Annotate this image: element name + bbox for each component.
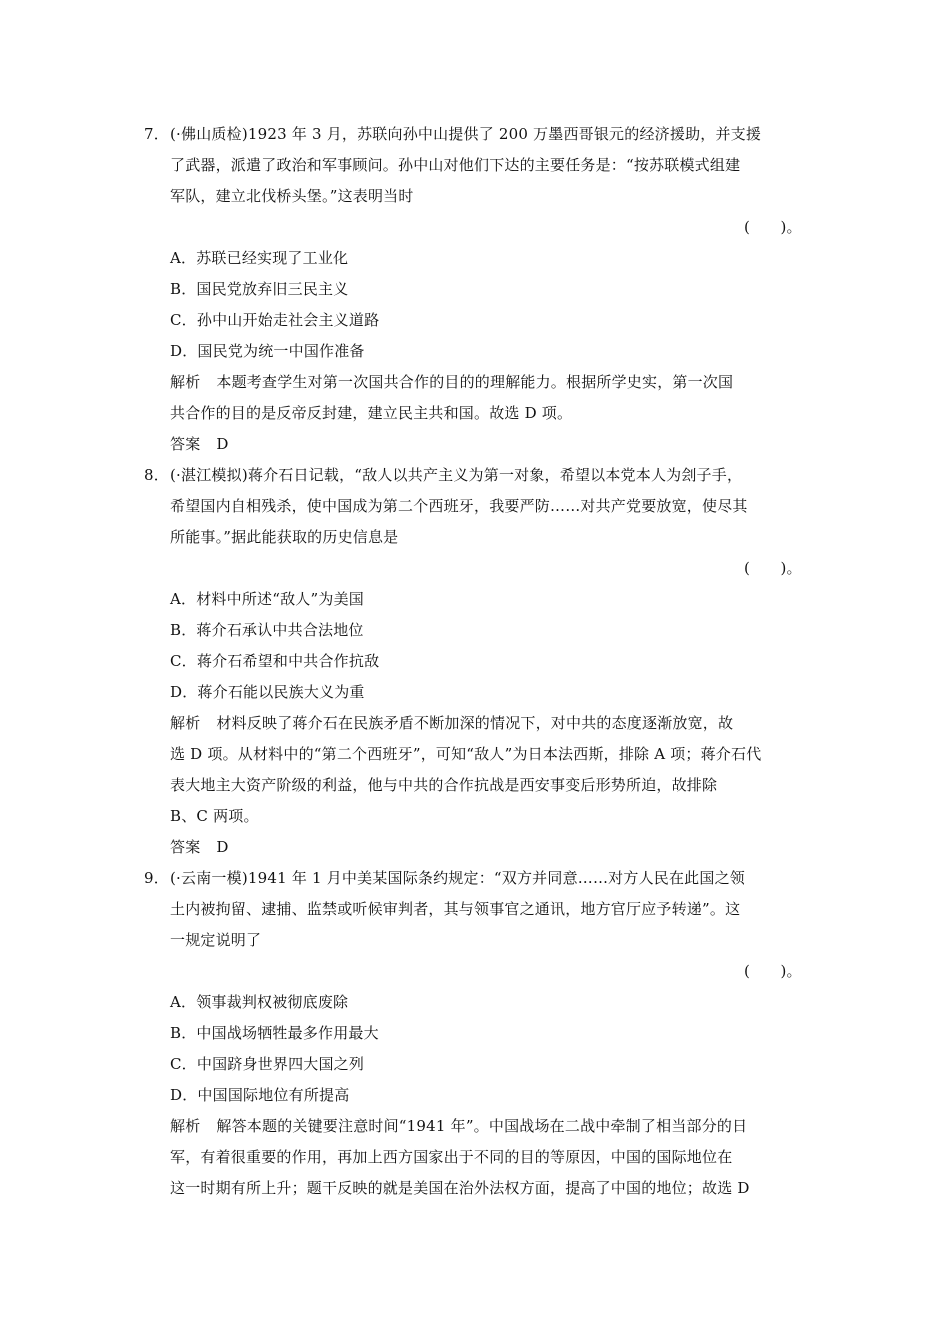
question-9-number: 9． [144, 869, 169, 887]
analysis-label: 解析 [170, 373, 201, 391]
question-7-analysis-line-2: 共合作的目的是反帝反封建，建立民主共和国。故选 D 项。 [170, 404, 573, 422]
question-8-answer [170, 837, 229, 857]
answer-label: 答案 [170, 838, 201, 856]
question-7-answer [170, 434, 229, 454]
question-7-option-d: D．国民党为统一中国作准备 [170, 342, 365, 360]
question-9-option-c: C．中国跻身世界四大国之列 [170, 1055, 365, 1073]
question-9-stem-line-1: (·云南一模)1941 年 1 月中美某国际条约规定：“双方并同意……对方人民在此国之领 [170, 869, 745, 887]
question-7-option-c: C．孙中山开始走社会主义道路 [170, 311, 380, 329]
question-7-answer-blank: ( )。 [744, 218, 802, 236]
analysis-text: 解答本题的关键要注意时间“1941 年”。中国战场在二战中牵制了相当部分的日 [216, 1117, 748, 1135]
question-8-option-c: C．蒋介石希望和中共合作抗敌 [170, 652, 380, 670]
question-8-stem-line-3: 所能事。”据此能获取的历史信息是 [170, 528, 399, 546]
question-9-answer-blank: ( )。 [744, 962, 802, 980]
question-9-stem-line-2: 土内被拘留、逮捕、监禁或听候审判者，其与领事官之通讯，地方官厅应予转递”。这 [170, 900, 741, 918]
question-8-option-a: A．材料中所述“敌人”为美国 [170, 590, 364, 608]
question-8-answer-blank: ( )。 [744, 559, 802, 577]
question-8-analysis-line-2: 选 D 项。从材料中的“第二个西班牙”，可知“敌人”为日本法西斯，排除 A 项；蒋介石代 [170, 745, 762, 763]
question-9-stem-line-3: 一规定说明了 [170, 931, 262, 949]
answer-value: D [216, 435, 229, 453]
question-9-option-d: D．中国国际地位有所提高 [170, 1086, 350, 1104]
analysis-label: 解析 [170, 714, 201, 732]
question-8-analysis-line-3: 表大地主大资产阶级的利益，他与中共的合作抗战是西安事变后形势所迫，故排除 [170, 776, 718, 794]
question-8-analysis-line-1 [170, 713, 733, 733]
question-7-stem-line-2: 了武器，派遣了政治和军事顾问。孙中山对他们下达的主要任务是：“按苏联模式组建 [170, 156, 741, 174]
question-9-option-b: B．中国战场牺牲最多作用最大 [170, 1024, 379, 1042]
question-7-analysis-line-1 [170, 372, 733, 392]
question-7-option-b: B．国民党放弃旧三民主义 [170, 280, 349, 298]
question-8-option-b: B．蒋介石承认中共合法地位 [170, 621, 364, 639]
question-9-analysis-line-3: 这一时期有所上升；题干反映的就是美国在治外法权方面，提高了中国的地位；故选 D [170, 1179, 750, 1197]
analysis-text: 材料反映了蒋介石在民族矛盾不断加深的情况下，对中共的态度逐渐放宽，故 [216, 714, 734, 732]
question-8-stem-line-2: 希望国内自相残杀，使中国成为第二个西班牙，我要严防……对共产党要放宽，使尽其 [170, 497, 748, 515]
question-7-stem-line-1: (·佛山质检)1923 年 3 月，苏联向孙中山提供了 200 万墨西哥银元的经济援助，并支援 [170, 125, 762, 143]
question-8-stem-line-1: (·湛江模拟)蒋介石日记载，“敌人以共产主义为第一对象，希望以本党本人为刽子手， [170, 466, 743, 484]
question-7-option-a: A．苏联已经实现了工业化 [170, 249, 349, 267]
question-8-analysis-line-4: B、C 两项。 [170, 807, 259, 825]
question-7-stem-line-3: 军队，建立北伐桥头堡。”这表明当时 [170, 187, 414, 205]
answer-value: D [216, 838, 229, 856]
question-9-analysis-line-1 [170, 1116, 747, 1136]
answer-label: 答案 [170, 435, 201, 453]
question-8-number: 8． [144, 466, 169, 484]
question-9-analysis-line-2: 军，有着很重要的作用，再加上西方国家出于不同的目的等原因，中国的国际地位在 [170, 1148, 733, 1166]
question-7-number: 7． [144, 125, 169, 143]
analysis-text: 本题考查学生对第一次国共合作的目的的理解能力。根据所学史实，第一次国 [216, 373, 734, 391]
question-8-option-d: D．蒋介石能以民族大义为重 [170, 683, 365, 701]
question-9-option-a: A．领事裁判权被彻底废除 [170, 993, 349, 1011]
analysis-label: 解析 [170, 1117, 201, 1135]
